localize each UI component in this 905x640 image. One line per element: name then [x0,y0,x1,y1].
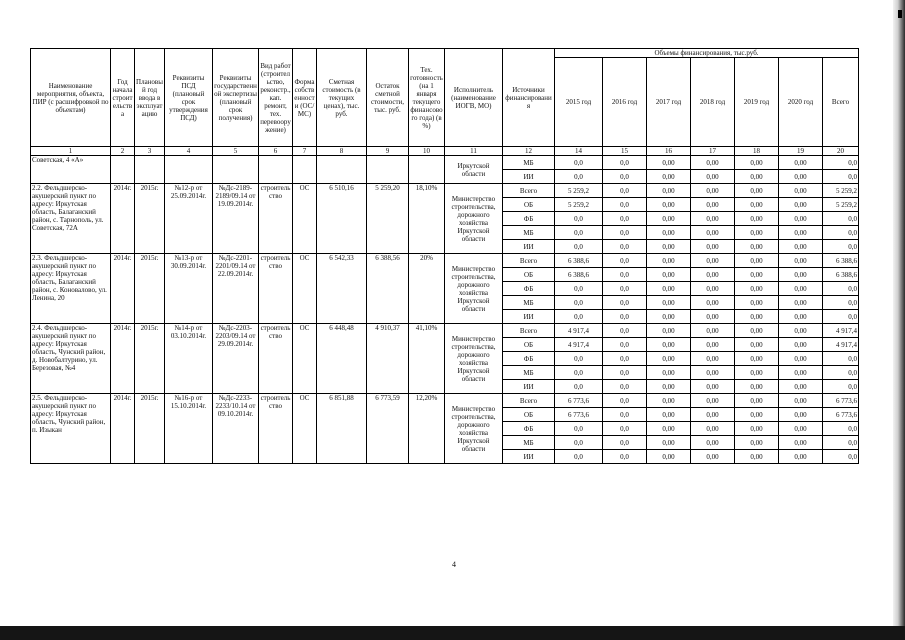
amount-cell: 0,00 [691,282,735,296]
amount-cell: 0,0 [823,212,859,226]
amount-cell: 6 388,6 [555,254,603,268]
column-number: 1 [31,147,111,156]
amount-cell: 0,00 [647,380,691,394]
psd-details: №14-р от 03.10.2014г. [165,324,213,394]
amount-cell: 0,0 [823,422,859,436]
amount-cell: 0,0 [603,324,647,338]
amount-cell: 6 773,6 [823,408,859,422]
amount-cell: 4 917,4 [555,324,603,338]
object-name: 2.2. Фельдшерско-акушерский пункт по адресу: Иркутская область, Балаганский район, с. Тарнополь, ул. Советская, 72А [31,184,111,254]
amount-cell: 0,0 [555,380,603,394]
amount-cell: 0,00 [735,296,779,310]
amount-cell: 0,0 [823,156,859,170]
amount-cell: 0,0 [603,352,647,366]
column-number-row [31,147,859,156]
amount-cell: 0,0 [603,226,647,240]
estimate-cost: 6 448,48 [317,324,367,394]
column-number: 19 [779,147,823,156]
expertise-details: №Дс-2201-2201/09.14 от 22.09.2014г. [213,254,259,324]
readiness: 41,10% [409,324,445,394]
amount-cell: 0,00 [691,170,735,184]
column-number: 3 [135,147,165,156]
amount-cell: 0,00 [647,408,691,422]
amount-cell: 0,00 [735,408,779,422]
readiness: 18,10% [409,184,445,254]
amount-cell: 0,0 [603,198,647,212]
work-type: строительство [259,184,293,254]
amount-cell: 0,00 [647,170,691,184]
amount-cell: 0,0 [823,296,859,310]
funding-source: ФБ [503,212,555,226]
amount-cell: 0,00 [647,394,691,408]
table-row [31,324,859,338]
psd-details: №16-р от 15.10.2014г. [165,394,213,464]
amount-cell: 0,00 [779,212,823,226]
estimate-cost: 6 510,16 [317,184,367,254]
amount-cell: 0,00 [691,240,735,254]
column-number: 8 [317,147,367,156]
amount-cell: 0,00 [779,170,823,184]
amount-cell: 0,00 [647,212,691,226]
amount-cell: 0,0 [555,310,603,324]
planned-year: 2015г. [135,184,165,254]
amount-cell: 0,00 [735,310,779,324]
amount-cell: 0,00 [691,324,735,338]
amount-cell: 0,00 [691,436,735,450]
amount-cell: 0,0 [555,156,603,170]
header-readiness: Тех. готовность (на 1 января текущего финансового года) (в %) [409,49,445,147]
amount-cell: 0,00 [691,198,735,212]
amount-cell: 0,00 [779,184,823,198]
amount-cell: 0,00 [647,254,691,268]
amount-cell: 6 388,6 [555,268,603,282]
amount-cell: 0,0 [823,226,859,240]
amount-cell: 0,0 [603,436,647,450]
amount-cell: 0,00 [779,352,823,366]
header-name: Наименование мероприятия, объекта, ПИР (с расшифровкой по объектам) [31,49,111,147]
amount-cell: 0,00 [779,198,823,212]
amount-cell: 0,0 [603,366,647,380]
amount-cell: 0,00 [647,282,691,296]
amount-cell: 0,00 [647,268,691,282]
column-number: 15 [603,147,647,156]
readiness: 20% [409,254,445,324]
amount-cell: 0,00 [779,380,823,394]
amount-cell: 0,0 [603,380,647,394]
header-year: 2018 год [691,58,735,147]
amount-cell: 0,00 [735,352,779,366]
column-number: 10 [409,147,445,156]
planned-year: 2015г. [135,254,165,324]
amount-cell: 0,0 [555,226,603,240]
amount-cell: 0,0 [555,240,603,254]
amount-cell: 0,00 [735,324,779,338]
column-number: 5 [213,147,259,156]
funding-source: ИИ [503,380,555,394]
amount-cell: 0,00 [647,240,691,254]
header-executor: Исполнитель (наименование ИОГВ, МО) [445,49,503,147]
amount-cell: 0,00 [647,156,691,170]
start-year: 2014г. [111,184,135,254]
header-remaining-cost: Остаток сметной стоимости, тыс. руб. [367,49,409,147]
amount-cell: 0,0 [823,352,859,366]
amount-cell: 0,0 [555,422,603,436]
funding-source: Всего [503,184,555,198]
amount-cell: 0,00 [735,240,779,254]
amount-cell: 0,00 [735,170,779,184]
psd-details: №13-р от 30.09.2014г. [165,254,213,324]
amount-cell: 5 259,2 [555,198,603,212]
page-number: 4 [452,560,456,569]
table-row [31,394,859,408]
funding-source: МБ [503,226,555,240]
start-year: 2014г. [111,324,135,394]
funding-source: Всего [503,394,555,408]
amount-cell: 0,0 [603,282,647,296]
empty-cell [213,156,259,184]
amount-cell: 0,00 [735,450,779,464]
amount-cell: 5 259,2 [555,184,603,198]
expertise-details: №Дс-2233-2233/10.14 от 09.10.2014г. [213,394,259,464]
amount-cell: 0,0 [823,240,859,254]
funding-source: ФБ [503,352,555,366]
funding-source: МБ [503,366,555,380]
amount-cell: 0,00 [647,296,691,310]
amount-cell: 0,00 [779,254,823,268]
funding-source: ОБ [503,338,555,352]
amount-cell: 0,0 [823,436,859,450]
object-name: Советская, 4 «А» [31,156,111,184]
scan-mark [898,10,902,18]
amount-cell: 0,0 [603,268,647,282]
amount-cell: 6 773,6 [823,394,859,408]
amount-cell: 0,00 [735,156,779,170]
empty-cell [165,156,213,184]
remaining-cost: 6 388,56 [367,254,409,324]
scan-edge-bottom [0,626,905,640]
amount-cell: 0,0 [603,394,647,408]
amount-cell: 0,0 [555,296,603,310]
amount-cell: 0,00 [691,338,735,352]
amount-cell: 0,00 [647,352,691,366]
amount-cell: 5 259,2 [823,184,859,198]
amount-cell: 0,00 [691,212,735,226]
empty-cell [367,156,409,184]
amount-cell: 0,00 [779,156,823,170]
amount-cell: 0,00 [779,338,823,352]
amount-cell: 5 259,2 [823,198,859,212]
work-type: строительство [259,254,293,324]
amount-cell: 0,00 [735,394,779,408]
funding-source: МБ [503,436,555,450]
amount-cell: 0,00 [779,240,823,254]
funding-source: ИИ [503,240,555,254]
executor: Министерство строительства, дорожного хозяйства Иркутской области [445,184,503,254]
header-total: Всего [823,58,859,147]
funding-source: ИИ [503,170,555,184]
column-number: 9 [367,147,409,156]
amount-cell: 0,0 [603,254,647,268]
amount-cell: 0,00 [779,296,823,310]
ownership: ОС [293,394,317,464]
executor: Иркутской области [445,156,503,184]
funding-source: ОБ [503,198,555,212]
amount-cell: 0,00 [779,422,823,436]
header-start-year: Год начала строительства [111,49,135,147]
funding-source: ИИ [503,450,555,464]
remaining-cost: 4 910,37 [367,324,409,394]
amount-cell: 0,0 [603,212,647,226]
amount-cell: 0,0 [823,366,859,380]
amount-cell: 0,00 [779,324,823,338]
funding-source: МБ [503,156,555,170]
amount-cell: 6 773,6 [555,408,603,422]
column-number: 20 [823,147,859,156]
amount-cell: 0,0 [823,170,859,184]
amount-cell: 0,00 [735,366,779,380]
header-psd: Реквизиты ПСД (плановый срок утверждения ПСД) [165,49,213,147]
amount-cell: 0,00 [647,324,691,338]
amount-cell: 0,00 [779,408,823,422]
amount-cell: 0,00 [647,198,691,212]
funding-source: Всего [503,254,555,268]
column-number: 4 [165,147,213,156]
amount-cell: 0,00 [647,366,691,380]
amount-cell: 0,00 [735,380,779,394]
amount-cell: 0,0 [603,296,647,310]
amount-cell: 0,00 [691,184,735,198]
amount-cell: 0,00 [647,226,691,240]
amount-cell: 0,0 [555,352,603,366]
amount-cell: 0,00 [779,226,823,240]
amount-cell: 0,0 [555,366,603,380]
amount-cell: 0,00 [735,338,779,352]
column-number: 16 [647,147,691,156]
amount-cell: 0,00 [735,254,779,268]
amount-cell: 0,0 [555,282,603,296]
column-number: 14 [555,147,603,156]
funding-source: ОБ [503,268,555,282]
amount-cell: 0,00 [735,184,779,198]
amount-cell: 0,00 [779,366,823,380]
amount-cell: 4 917,4 [555,338,603,352]
header-year: 2020 год [779,58,823,147]
amount-cell: 0,00 [691,226,735,240]
empty-cell [111,156,135,184]
amount-cell: 0,0 [603,450,647,464]
amount-cell: 0,00 [779,450,823,464]
amount-cell: 6 773,6 [555,394,603,408]
amount-cell: 0,00 [647,184,691,198]
table-row [31,184,859,198]
amount-cell: 0,00 [691,394,735,408]
amount-cell: 0,00 [779,394,823,408]
amount-cell: 0,0 [603,184,647,198]
amount-cell: 0,00 [735,422,779,436]
column-number: 2 [111,147,135,156]
table-row [31,254,859,268]
amount-cell: 0,00 [691,254,735,268]
header-estimate-cost: Сметная стоимость (в текущих ценах), тыс. руб. [317,49,367,147]
funding-source: МБ [503,296,555,310]
amount-cell: 0,0 [603,170,647,184]
amount-cell: 0,00 [735,282,779,296]
header-expertise: Реквизиты государственной экспертизы (плановый срок получения) [213,49,259,147]
amount-cell: 0,00 [691,450,735,464]
amount-cell: 0,0 [823,282,859,296]
column-number: 17 [691,147,735,156]
amount-cell: 0,00 [647,338,691,352]
header-work-type: Вид работ (строительство, реконстр., кап. ремонт, тех. перевооружение) [259,49,293,147]
object-name: 2.4. Фельдшерско-акушерский пункт по адресу: Иркутская область, Чунский район, д. Новобалтурино, ул. Березовая, №4 [31,324,111,394]
ownership: ОС [293,254,317,324]
funding-source: ФБ [503,282,555,296]
empty-cell [409,156,445,184]
empty-cell [259,156,293,184]
expertise-details: №Дс-2189-2189/09.14 от 19.09.2014г. [213,184,259,254]
amount-cell: 0,0 [823,450,859,464]
amount-cell: 0,0 [555,212,603,226]
amount-cell: 0,0 [603,310,647,324]
amount-cell: 0,00 [647,310,691,324]
amount-cell: 0,0 [603,240,647,254]
empty-cell [317,156,367,184]
amount-cell: 0,00 [735,198,779,212]
scan-edge-right [893,0,905,640]
amount-cell: 0,0 [555,436,603,450]
funding-source: ОБ [503,408,555,422]
header-sources: Источники финансирования [503,49,555,147]
estimate-cost: 6 542,33 [317,254,367,324]
header-ownership: Форма собственности (ОС/МС) [293,49,317,147]
ownership: ОС [293,184,317,254]
amount-cell: 6 388,6 [823,254,859,268]
work-type: строительство [259,324,293,394]
empty-cell [135,156,165,184]
amount-cell: 0,00 [735,436,779,450]
amount-cell: 0,00 [691,422,735,436]
object-name: 2.3. Фельдшерско-акушерский пункт по адресу: Иркутская область, Балаганский район, с. Коноваловo, ул. Ленина, 20 [31,254,111,324]
amount-cell: 0,00 [691,310,735,324]
amount-cell: 0,00 [691,156,735,170]
planned-year: 2015г. [135,394,165,464]
amount-cell: 0,00 [691,408,735,422]
psd-details: №12-р от 25.09.2014г. [165,184,213,254]
amount-cell: 0,00 [691,366,735,380]
header-financing: Объемы финансирования, тыс.руб. [555,49,859,58]
amount-cell: 0,0 [603,338,647,352]
amount-cell: 4 917,4 [823,338,859,352]
amount-cell: 0,0 [603,422,647,436]
funding-source: ИИ [503,310,555,324]
amount-cell: 0,00 [735,212,779,226]
funding-source: ФБ [503,422,555,436]
amount-cell: 0,0 [555,170,603,184]
amount-cell: 0,00 [779,310,823,324]
amount-cell: 0,00 [735,268,779,282]
amount-cell: 0,00 [647,436,691,450]
column-number: 12 [503,147,555,156]
amount-cell: 0,0 [603,408,647,422]
amount-cell: 0,00 [691,296,735,310]
column-number: 7 [293,147,317,156]
amount-cell: 0,0 [823,380,859,394]
start-year: 2014г. [111,394,135,464]
executor: Министерство строительства, дорожного хозяйства Иркутской области [445,394,503,464]
expertise-details: №Дс-2203-2203/09.14 от 29.09.2014г. [213,324,259,394]
amount-cell: 6 388,6 [823,268,859,282]
table-row [31,156,859,170]
amount-cell: 0,00 [691,380,735,394]
executor: Министерство строительства, дорожного хозяйства Иркутской области [445,254,503,324]
amount-cell: 0,0 [603,156,647,170]
column-number: 11 [445,147,503,156]
header-year: 2015 год [555,58,603,147]
remaining-cost: 5 259,20 [367,184,409,254]
header-planned-year: Плановый год ввода в эксплуатацию [135,49,165,147]
funding-source: Всего [503,324,555,338]
amount-cell: 0,00 [735,226,779,240]
amount-cell: 0,00 [647,450,691,464]
ownership: ОС [293,324,317,394]
object-name: 2.5. Фельдшерско-акушерский пункт по адресу: Иркутская область, Чунский район, п. Изыкан [31,394,111,464]
amount-cell: 0,00 [647,422,691,436]
column-number: 6 [259,147,293,156]
amount-cell: 0,0 [555,450,603,464]
amount-cell: 4 917,4 [823,324,859,338]
amount-cell: 0,00 [691,268,735,282]
amount-cell: 0,0 [823,310,859,324]
work-type: строительство [259,394,293,464]
amount-cell: 0,00 [779,436,823,450]
column-number: 18 [735,147,779,156]
start-year: 2014г. [111,254,135,324]
amount-cell: 0,00 [779,282,823,296]
header-year: 2017 год [647,58,691,147]
planned-year: 2015г. [135,324,165,394]
header-year: 2016 год [603,58,647,147]
estimate-cost: 6 851,88 [317,394,367,464]
header-year: 2019 год [735,58,779,147]
remaining-cost: 6 773,59 [367,394,409,464]
empty-cell [293,156,317,184]
amount-cell: 0,00 [691,352,735,366]
amount-cell: 0,00 [779,268,823,282]
executor: Министерство строительства, дорожного хозяйства Иркутской области [445,324,503,394]
financing-table [30,48,859,464]
readiness: 12,20% [409,394,445,464]
